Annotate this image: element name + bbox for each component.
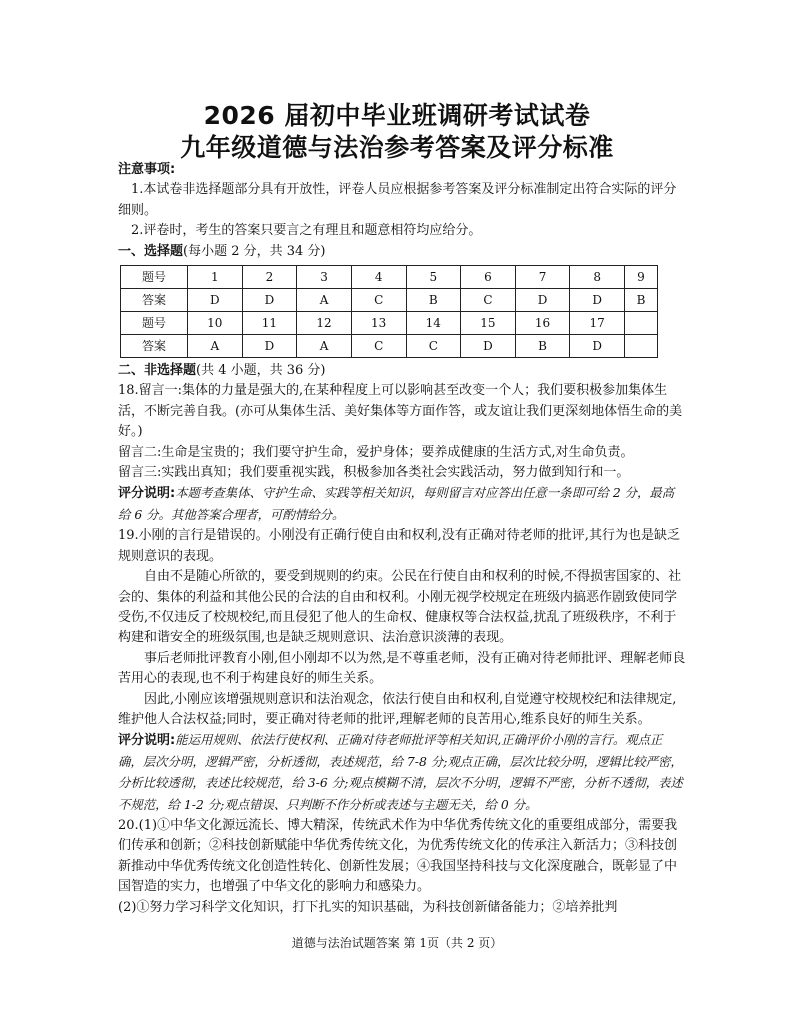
question-number: 3 (297, 266, 352, 289)
row-label-answer: 答案 (121, 335, 188, 358)
question-number: 8 (570, 266, 625, 289)
choice-answer-table (120, 265, 658, 358)
q18-paragraph-3: 留言三:实践出真知；我们要重视实践，积极参加各类社会实践活动，努力做到知行和一。 (118, 465, 630, 481)
section1-note: (每小题 2 分，共 34 分) (183, 243, 326, 259)
answer-cell: B (406, 289, 461, 312)
q19-paragraph-3: 事后老师批评教育小刚,但小刚却不以为然,是不尊重老师，没有正确对待老师批评、理解老师良苦用心的表现,也不利于构建良好的师生关系。 (118, 650, 686, 687)
row-label-number: 题号 (121, 312, 188, 335)
exam-title: 2026 届初中毕业班调研考试试卷 (203, 101, 591, 130)
answer-cell: D (570, 289, 625, 312)
answer-cell: D (242, 289, 297, 312)
question-number: 15 (461, 312, 516, 335)
empty-cell (625, 335, 658, 358)
answer-cell: D (188, 289, 243, 312)
question-number: 5 (406, 266, 461, 289)
q19-scoring (118, 730, 686, 816)
answer-cell: C (461, 289, 516, 312)
question-number: 10 (188, 312, 243, 335)
section2-heading: 二、非选择题 (118, 363, 197, 379)
answer-cell: D (242, 335, 297, 358)
question-number: 2 (242, 266, 297, 289)
table-row (121, 335, 658, 358)
question-number: 11 (242, 312, 297, 335)
q18-scoring-label: 评分说明: (118, 486, 176, 502)
answer-cell: D (461, 335, 516, 358)
answer-cell: C (351, 335, 406, 358)
page-footer: 道德与法治试题答案 第 1页（共 2 页） (291, 936, 503, 950)
answer-cell: A (297, 335, 352, 358)
question-number: 17 (570, 312, 625, 335)
question-number: 12 (297, 312, 352, 335)
answer-cell: B (515, 335, 570, 358)
notes-heading: 注意事项: (118, 162, 176, 177)
answer-cell: A (188, 335, 243, 358)
question-number: 16 (515, 312, 570, 335)
q20-paragraph-2: (2)①努力学习科学文化知识，打下扎实的知识基础，为科技创新储备能力；②培养批判 (118, 899, 618, 915)
question-number: 6 (461, 266, 516, 289)
q18-scoring (118, 483, 686, 526)
q18-paragraph-1: 18.留言一:集体的力量是强大的,在某种程度上可以影响甚至改变一个人；我们要积极参加集体生活，不断完善自我。(亦可从集体生活、美好集体等方面作答，或友谊让我们更深刻地体悟生命的美好。) (118, 383, 683, 440)
section2-header (118, 361, 686, 381)
question-number: 14 (406, 312, 461, 335)
question-number: 4 (351, 266, 406, 289)
q18-paragraph-2: 留言二:生命是宝贵的；我们要守护生命，爱护身体；要养成健康的生活方式,对生命负责。 (118, 444, 634, 460)
empty-cell (625, 312, 658, 335)
answer-cell: C (351, 289, 406, 312)
q18-scoring-text: 本题考查集体、守护生命、实践等相关知识，每则留言对应答出任意一条即可给 2 分，最高给 6 分。其他答案合理者，可酌情给分。 (118, 485, 675, 522)
q19-scoring-label: 评分说明: (118, 733, 176, 749)
table-row (121, 312, 658, 335)
question-number: 9 (625, 266, 658, 289)
answer-cell: D (515, 289, 570, 312)
section1-heading: 一、选择题 (118, 243, 184, 259)
document-body (118, 160, 686, 918)
row-label-answer: 答案 (121, 289, 188, 312)
table-row (121, 289, 658, 312)
answer-cell: D (570, 335, 625, 358)
q20-paragraph-1: 20.(1)①中华文化源远流长、博大精深，传统武术作为中华优秀传统文化的重要组成部分，需要我们传承和创新；②科技创新赋能中华优秀传统文化，为优秀传统文化的传承注入新活力；③科技创新推动中华优秀传统文化创造性转化、创新性发展；④我国坚持科技与文化深度融合，既彰显了中国智造的实力，也增强了中华文化的影响力和感染力。 (118, 817, 678, 895)
q19-paragraph-1: 19.小刚的言行是错误的。小刚没有正确行使自由和权利,没有正确对待老师的批评,其行为也是缺乏规则意识的表现。 (118, 528, 680, 564)
question-number: 13 (351, 312, 406, 335)
q19-paragraph-2: 自由不是随心所欲的，要受到规则的约束。公民在行使自由和权利的时候,不得损害国家的、社会的、集体的利益和其他公民的合法的自由和权利。小刚无视学校规定在班级内搞恶作剧致使同学受伤,不仅违反了校规校纪,而且侵犯了他人的生命权、健康权等合法权益,扰乱了班级秩序，不利于构建和谐安全的班级氛围,也是缺乏规则意识、法治意识淡薄的表现。 (118, 569, 682, 646)
question-number: 1 (188, 266, 243, 289)
answer-cell: A (297, 289, 352, 312)
note-item-1: 1.本试卷非选择题部分具有开放性，评卷人员应根据参考答案及评分标准制定出符合实际的评分细则。 (118, 182, 677, 218)
note-item-2: 2.评卷时，考生的答案只要言之有理且和题意相符均应给分。 (131, 223, 482, 239)
section1-header (118, 242, 686, 262)
section2-note: (共 4 小题，共 36 分) (196, 363, 326, 379)
row-label-number: 题号 (121, 266, 188, 289)
q19-scoring-text: 能运用规则、依法行使权利、正确对待老师批评等相关知识,正确评价小刚的言行。观点正确，层次分明，逻辑严密，分析透彻，表述规范，给 7-8 分;观点正确，层次比较分明，逻辑比较严密，分析比较透彻，表述比较规范，给 3-6 分;观点模糊不清，层次不分明，逻辑不严密，分析不透彻，表述不规范，给 1-2 分;观点错误、只判断不作分析或表述与主题无关，给 0 分。 (118, 732, 683, 812)
question-number: 7 (515, 266, 570, 289)
exam-subtitle: 九年级道德与法治参考答案及评分标准 (180, 133, 614, 162)
answer-cell: B (625, 289, 658, 312)
table-row (121, 266, 658, 289)
answer-cell: C (406, 335, 461, 358)
q19-paragraph-4: 因此,小刚应该增强规则意识和法治观念，依法行使自由和权利,自觉遵守校规校纪和法律规定,维护他人合法权益;同时，要正确对待老师的批评,理解老师的良苦用心,维系良好的师生关系。 (118, 691, 677, 727)
